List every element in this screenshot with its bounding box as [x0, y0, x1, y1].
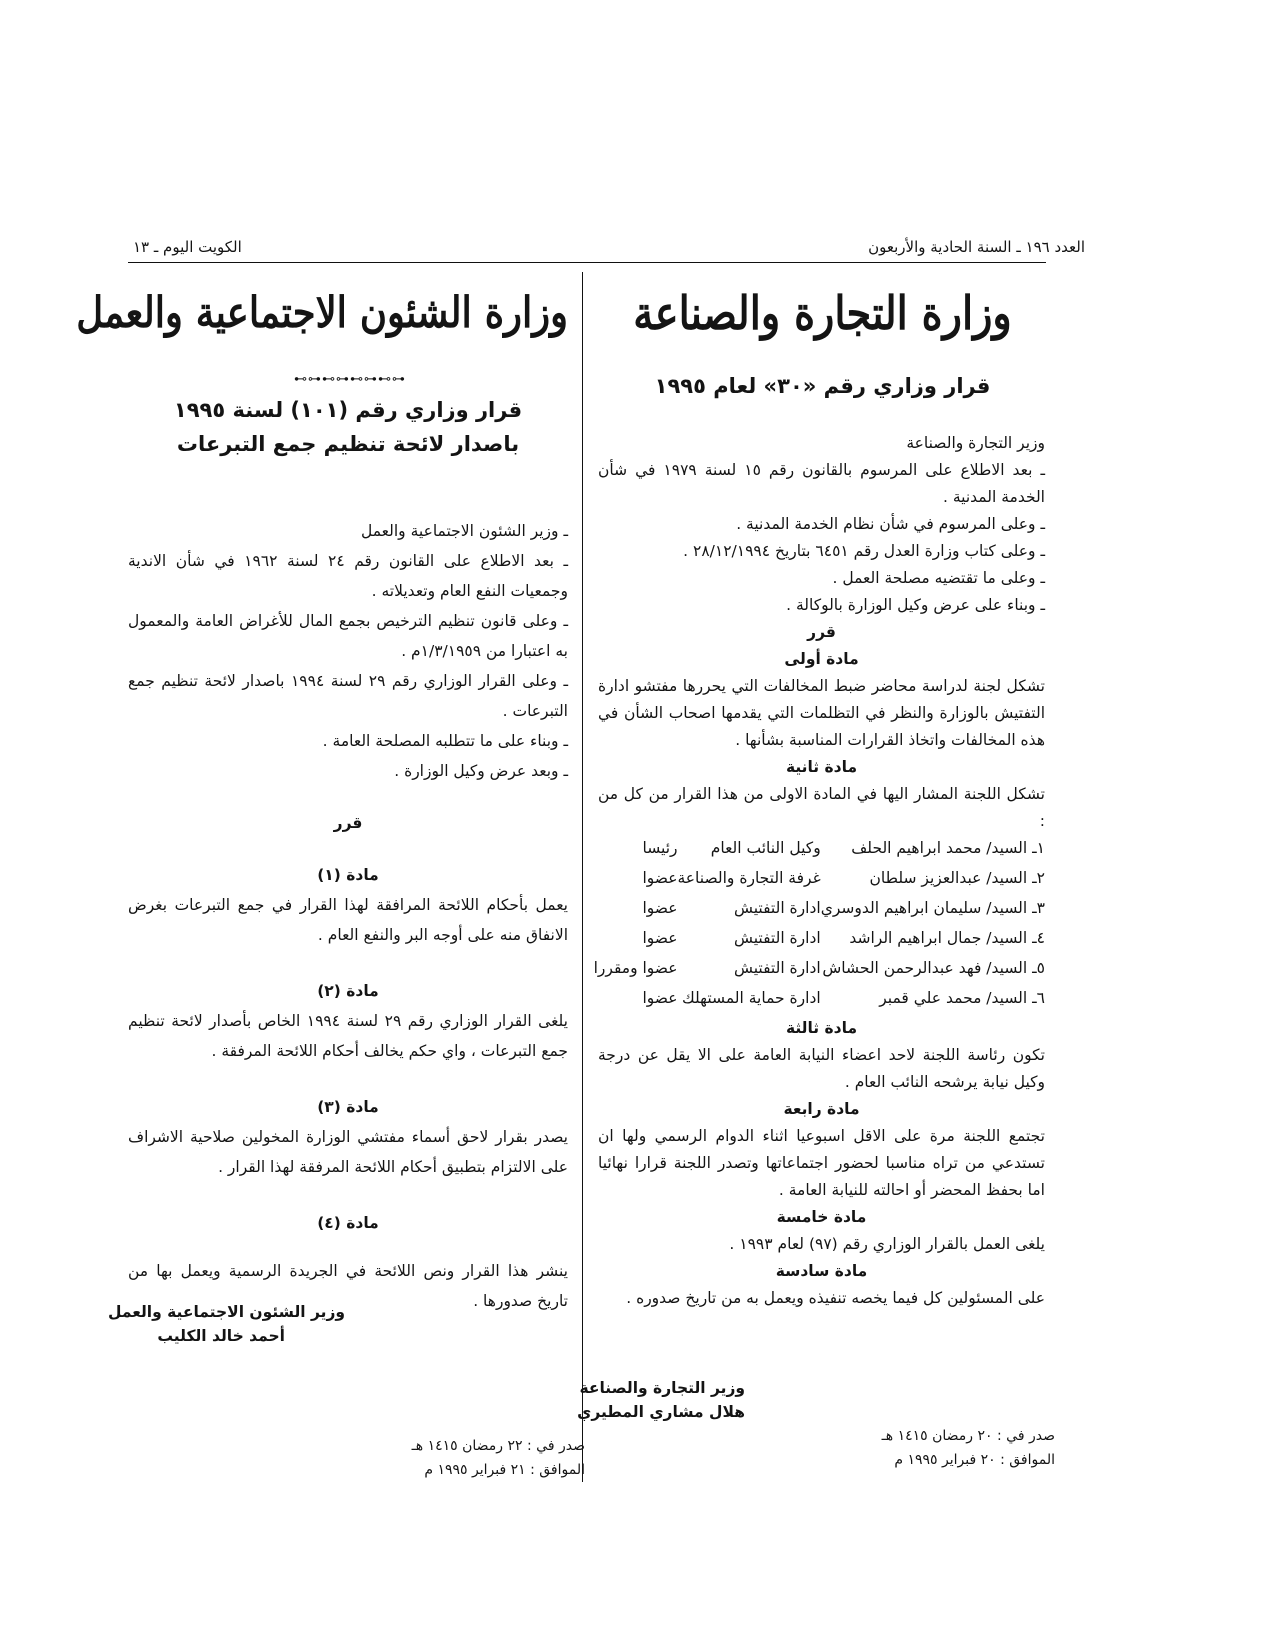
member-name: ٦ـ السيد/ محمد علي قمبر [879, 989, 1045, 1007]
member-name: ٢ـ السيد/ عبدالعزيز سلطان [869, 869, 1045, 887]
commerce-issue-date [882, 1424, 1055, 1472]
member-role: عضوا [642, 869, 678, 887]
article-title: مادة (١) [317, 866, 379, 884]
decided-heading: قرر [807, 623, 836, 641]
signature-title: وزير الشئون الاجتماعية والعمل [107, 1303, 345, 1321]
issue-number: العدد ١٩٦ ـ السنة الحادية والأربعون [868, 238, 1085, 256]
member-role: عضوا [642, 989, 678, 1007]
decision-101-body [128, 516, 568, 1316]
article-title: مادة أولى [784, 650, 859, 668]
preamble-line: ـ وبناء على عرض وكيل الوزارة بالوكالة . [786, 596, 1045, 614]
ministry-commerce-title: وزارة التجارة والصناعة [633, 286, 1012, 341]
member-org: وكيل النائب العام [710, 839, 821, 857]
table-row [594, 865, 1045, 895]
decision-30-title: قرار وزاري رقم «٣٠» لعام ١٩٩٥ [654, 374, 991, 398]
preamble-line: ـ بعد الاطلاع على المرسوم بالقانون رقم ١٥ لسنة ١٩٧٩ في شأن الخدمة المدنية . [598, 461, 1045, 506]
commerce-minister-signature [577, 1376, 745, 1424]
article-text: على المسئولين كل فيما يخصه تنفيذه ويعمل به من تاريخ صدوره . [626, 1289, 1045, 1307]
article-title: مادة (٢) [317, 982, 379, 1000]
article-title: مادة رابعة [783, 1100, 860, 1118]
article-title: مادة سادسة [775, 1262, 868, 1280]
social-minister-signature [108, 1300, 345, 1348]
ministry-social-affairs-title: وزارة الشئون الاجتماعية والعمل [76, 286, 568, 338]
member-name: ١ـ السيد/ محمد ابراهيم الحلف [851, 839, 1045, 857]
preamble-line: وزير التجارة والصناعة [906, 434, 1045, 452]
issued-hijri: صدر في : ٢٠ رمضان ١٤١٥ هـ [881, 1428, 1055, 1444]
member-org: ادارة التفتيش [733, 959, 821, 977]
article-title: مادة ثانية [785, 758, 858, 776]
issued-gregorian: الموافق : ٢٠ فبراير ١٩٩٥ م [894, 1452, 1055, 1468]
issued-gregorian: الموافق : ٢١ فبراير ١٩٩٥ م [424, 1462, 585, 1478]
article-text: تكون رئاسة اللجنة لاحد اعضاء النيابة العامة على الا يقل عن درجة وكيل نيابة يرشحه النائب العام . [598, 1046, 1045, 1091]
member-role: عضوا [642, 929, 678, 947]
newspaper-page: الكويت اليوم ـ ١٣ [133, 238, 242, 256]
table-row [594, 895, 1045, 925]
article-text: يعمل بأحكام اللائحة المرافقة لهذا القرار في جمع التبرعات بغرض الانفاق منه على أوجه البر والنفع العام . [128, 896, 568, 944]
preamble-line: ـ وعلى ما تقتضيه مصلحة العمل . [832, 569, 1045, 587]
issued-hijri: صدر في : ٢٢ رمضان ١٤١٥ هـ [411, 1438, 585, 1454]
decision-101-title: قرار وزاري رقم (١٠١) لسنة ١٩٩٥ [173, 398, 523, 422]
table-row [594, 835, 1045, 865]
preamble-line: ـ بعد الاطلاع على القانون رقم ٢٤ لسنة ١٩٦٢ في شأن الاندية وجمعيات النفع العام وتعديلاته . [128, 552, 568, 600]
member-org: ادارة التفتيش [733, 899, 821, 917]
member-name: ٣ـ السيد/ سليمان ابراهيم الدوسري [820, 899, 1045, 917]
preamble-line: ـ وزير الشئون الاجتماعية والعمل [360, 522, 568, 540]
table-row [594, 985, 1045, 1015]
ornament-divider: ⊷⊶⊷⊶⊷⊶⊷⊶ [294, 372, 406, 387]
member-role: عضوا ومقررا [593, 959, 678, 977]
decided-heading: قرر [333, 814, 363, 832]
article-text: تشكل لجنة لدراسة محاضر ضبط المخالفات التي يحررها مفتشو ادارة التفتيش بالوزارة والنظر في التظلمات التي يقدمها اصحاب الشأن في هذه المخالفات واتخاذ القرارات المناسبة بشأنها . [598, 677, 1045, 749]
signature-title: وزير التجارة والصناعة [579, 1379, 745, 1397]
member-org: ادارة حماية المستهلك [681, 989, 821, 1007]
article-text: يصدر بقرار لاحق أسماء مفتشي الوزارة المخولين صلاحية الاشراف على الالتزام بتطبيق أحكام اللائحة المرفقة لهذا القرار . [128, 1128, 568, 1176]
signature-name: أحمد خالد الكليب [157, 1327, 285, 1345]
preamble-line: ـ وعلى المرسوم في شأن نظام الخدمة المدنية . [736, 515, 1045, 533]
committee-members-table [594, 835, 1045, 1015]
signature-name: هلال مشاري المطيري [577, 1403, 745, 1421]
preamble-line: ـ وعلى القرار الوزاري رقم ٢٩ لسنة ١٩٩٤ باصدار لائحة تنظيم جمع التبرعات . [128, 672, 568, 720]
preamble-line: ـ وعلى قانون تنظيم الترخيص بجمع المال للأغراض العامة والمعمول به اعتبارا من ١/٣/١٩٥٩م . [128, 612, 568, 660]
preamble-line: ـ وبناء على ما تتطلبه المصلحة العامة . [322, 732, 568, 750]
preamble-line: ـ وعلى كتاب وزارة العدل رقم ٦٤٥١ بتاريخ ٢٨/١٢/١٩٩٤ . [683, 542, 1045, 560]
article-title: مادة ثالثة [785, 1019, 858, 1037]
article-title: مادة (٣) [317, 1098, 379, 1116]
member-org: ادارة التفتيش [733, 929, 821, 947]
article-text: تشكل اللجنة المشار اليها في المادة الاولى من هذا القرار من كل من : [598, 785, 1045, 830]
member-name: ٤ـ السيد/ جمال ابراهيم الراشد [849, 929, 1045, 947]
member-name: ٥ـ السيد/ فهد عبدالرحمن الحشاش [822, 959, 1045, 977]
social-issue-date [412, 1434, 585, 1482]
article-text: يلغى العمل بالقرار الوزاري رقم (٩٧) لعام ١٩٩٣ . [729, 1235, 1045, 1253]
article-text: يلغى القرار الوزاري رقم ٢٩ لسنة ١٩٩٤ الخاص بأصدار لائحة تنظيم جمع التبرعات ، واي حكم يخالف أحكام اللائحة المرفقة . [128, 1012, 568, 1060]
table-row [594, 955, 1045, 985]
decision-30-body [593, 430, 1045, 1312]
decision-101-subtitle: باصدار لائحة تنظيم جمع التبرعات [176, 432, 520, 456]
member-role: عضوا [642, 899, 678, 917]
article-title: مادة (٤) [317, 1214, 379, 1232]
article-title: مادة خامسة [776, 1208, 867, 1226]
article-text: تجتمع اللجنة مرة على الاقل اسبوعيا اثناء الدوام الرسمي ولها ان تستدعي من تراه مناسبا لحضور اجتماعاتها وتصدر اللجنة قرارا نهائيا اما بحفظ المحضر أو احالته للنيابة العامة . [598, 1127, 1045, 1199]
preamble-line: ـ وبعد عرض وكيل الوزارة . [394, 762, 568, 780]
column-divider [582, 272, 583, 1482]
member-role: رئيسا [642, 839, 678, 857]
header-rule [128, 262, 1046, 263]
member-org: غرفة التجارة والصناعة [677, 869, 821, 887]
article-text: ينشر هذا القرار ونص اللائحة في الجريدة الرسمية ويعمل بها من تاريخ صدورها . [128, 1262, 568, 1310]
table-row [594, 925, 1045, 955]
